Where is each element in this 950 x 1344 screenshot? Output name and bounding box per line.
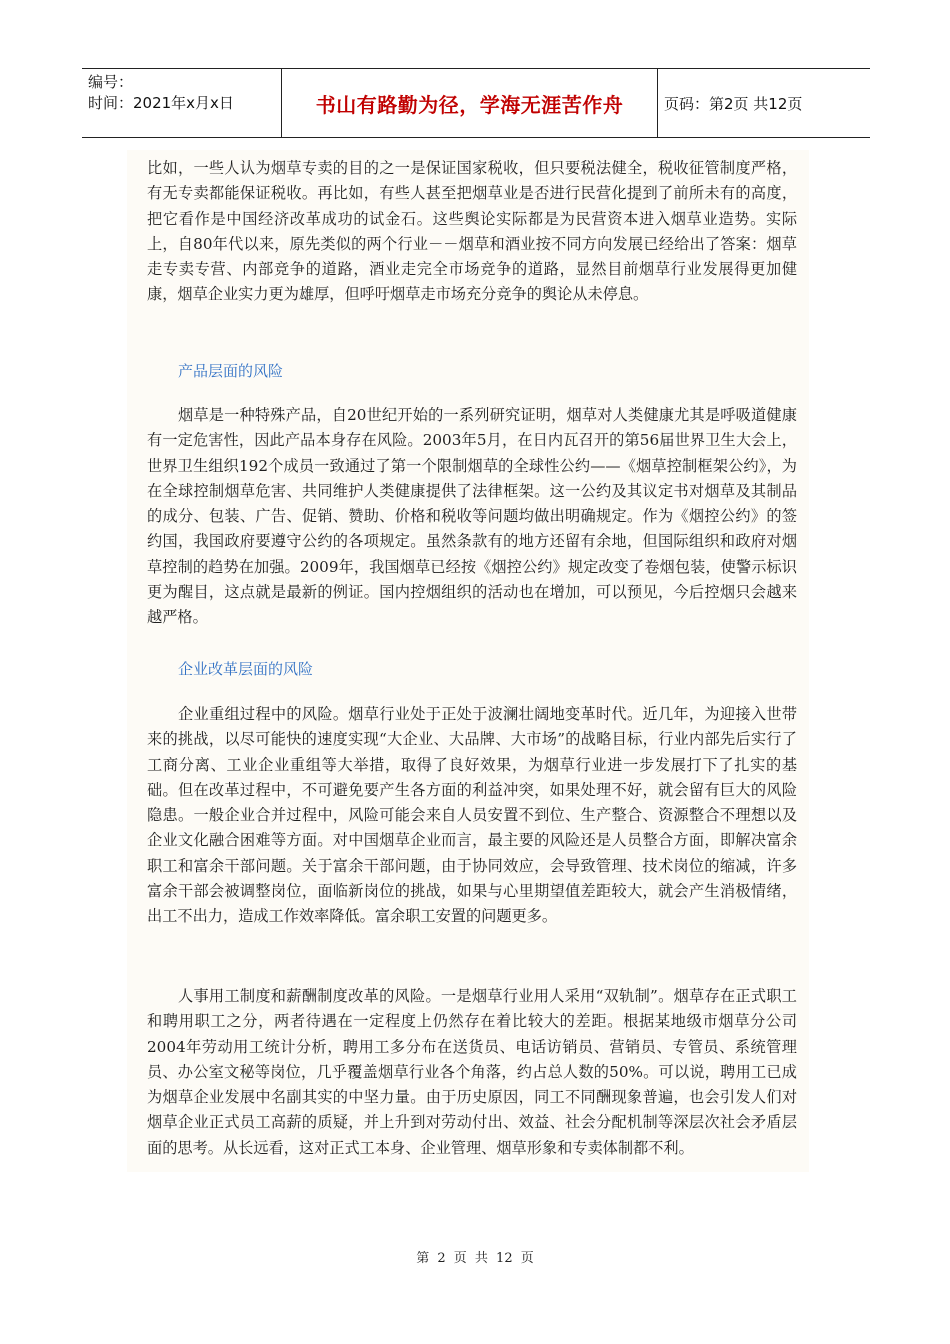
paragraph-4: 人事用工制度和薪酬制度改革的风险。一是烟草行业用人采用“双轨制”。烟草存在正式职工和聘用职工之分，两者待遇在一定程度上仍然存在着比较大的差距。根据某地级市烟草分公司2004年劳动用工统计分析，聘用工多分布在送货员、电话访销员、营销员、专管员、系统管理员、办公室文秘等岗位，几乎覆盖烟草行业各个角落，约占总人数的50%。可以说，聘用工已成为烟草企业发展中名副其实的中坚力量。由于历史原因，同工不同酬现象普遍，也会引发人们对烟草企业正式员工高薪的质疑，并上升到对劳动付出、效益、社会分配机制等深层次社会矛盾层面的思考。从长远看，这对正式工本身、企业管理、烟草形象和专卖体制都不利。 bbox=[147, 987, 797, 1157]
header-motto: 书山有路勤为径，学海无涯苦作舟 bbox=[282, 69, 658, 137]
header-page-info: 页码：第2页 共12页 bbox=[664, 94, 803, 113]
paragraph-1: 比如，一些人认为烟草专卖的目的之一是保证国家税收，但只要税法健全，税收征管制度严格，有无专卖都能保证税收。再比如，有些人甚至把烟草业是否进行民营化提到了前所未有的高度，把它看作是中国经济改革成功的试金石。这些舆论实际都是为民营资本进入烟草业造势。实际上，自80年代以来，原先类似的两个行业－－烟草和酒业按不同方向发展已经给出了答案：烟草走专卖专营、内部竞争的道路，酒业走完全市场竞争的道路，显然目前烟草行业发展得更加健康，烟草企业实力更为雄厚，但呼吁烟草走市场充分竞争的舆论从未停息。 bbox=[147, 159, 797, 304]
header-meta bbox=[82, 69, 282, 137]
page-footer: 第 2 页 共 12 页 bbox=[416, 1251, 534, 1266]
paragraph-2: 烟草是一种特殊产品，自20世纪开始的一系列研究证明，烟草对人类健康尤其是呼吸道健康有一定危害性，因此产品本身存在风险。2003年5月，在日内瓦召开的第56届世界卫生大会上，世界卫生组织192个成员一致通过了第一个限制烟草的全球性公约——《烟草控制框架公约》，为在全球控制烟草危害、共同维护人类健康提供了法律框架。这一公约及其议定书对烟草及其制品的成分、包装、广告、促销、赞助、价格和税收等问题均做出明确规定。作为《烟控公约》的签约国，我国政府要遵守公约的各项规定。虽然条款有的地方还留有余地，但国际组织和政府对烟草控制的趋势在加强。2009年，我国烟草已经按《烟控公约》规定改变了卷烟包装，使警示标识更为醒目，这点就是最新的例证。国内控烟组织的活动也在增加，可以预见，今后控烟只会越来越严格。 bbox=[147, 406, 797, 627]
section-heading-reform-risk: 企业改革层面的风险 bbox=[178, 660, 314, 678]
page-content bbox=[127, 150, 809, 1172]
section-heading-product-risk: 产品层面的风险 bbox=[178, 362, 284, 380]
date-label: 时间：2021年x月x日 bbox=[88, 94, 234, 112]
doc-number-label: 编号： bbox=[88, 73, 134, 91]
document-header bbox=[82, 68, 870, 138]
paragraph-3: 企业重组过程中的风险。烟草行业处于正处于波澜壮阔地变革时代。近几年，为迎接入世带来的挑战，以尽可能快的速度实现“大企业、大品牌、大市场”的战略目标，行业内部先后实行了工商分离、工业企业重组等大举措，取得了良好效果，为烟草行业进一步发展打下了扎实的基础。但在改革过程中，不可避免要产生各方面的利益冲突，如果处理不好，就会留有巨大的风险隐患。一般企业合并过程中，风险可能会来自人员安置不到位、生产整合、资源整合不理想以及企业文化融合困难等方面。对中国烟草企业而言，最主要的风险还是人员整合方面，即解决富余职工和富余干部问题。关于富余干部问题，由于协同效应，会导致管理、技术岗位的缩减，许多富余干部会被调整岗位，面临新岗位的挑战，如果与心里期望值差距较大，就会产生消极情绪，出工不出力，造成工作效率降低。富余职工安置的问题更多。 bbox=[147, 705, 797, 926]
